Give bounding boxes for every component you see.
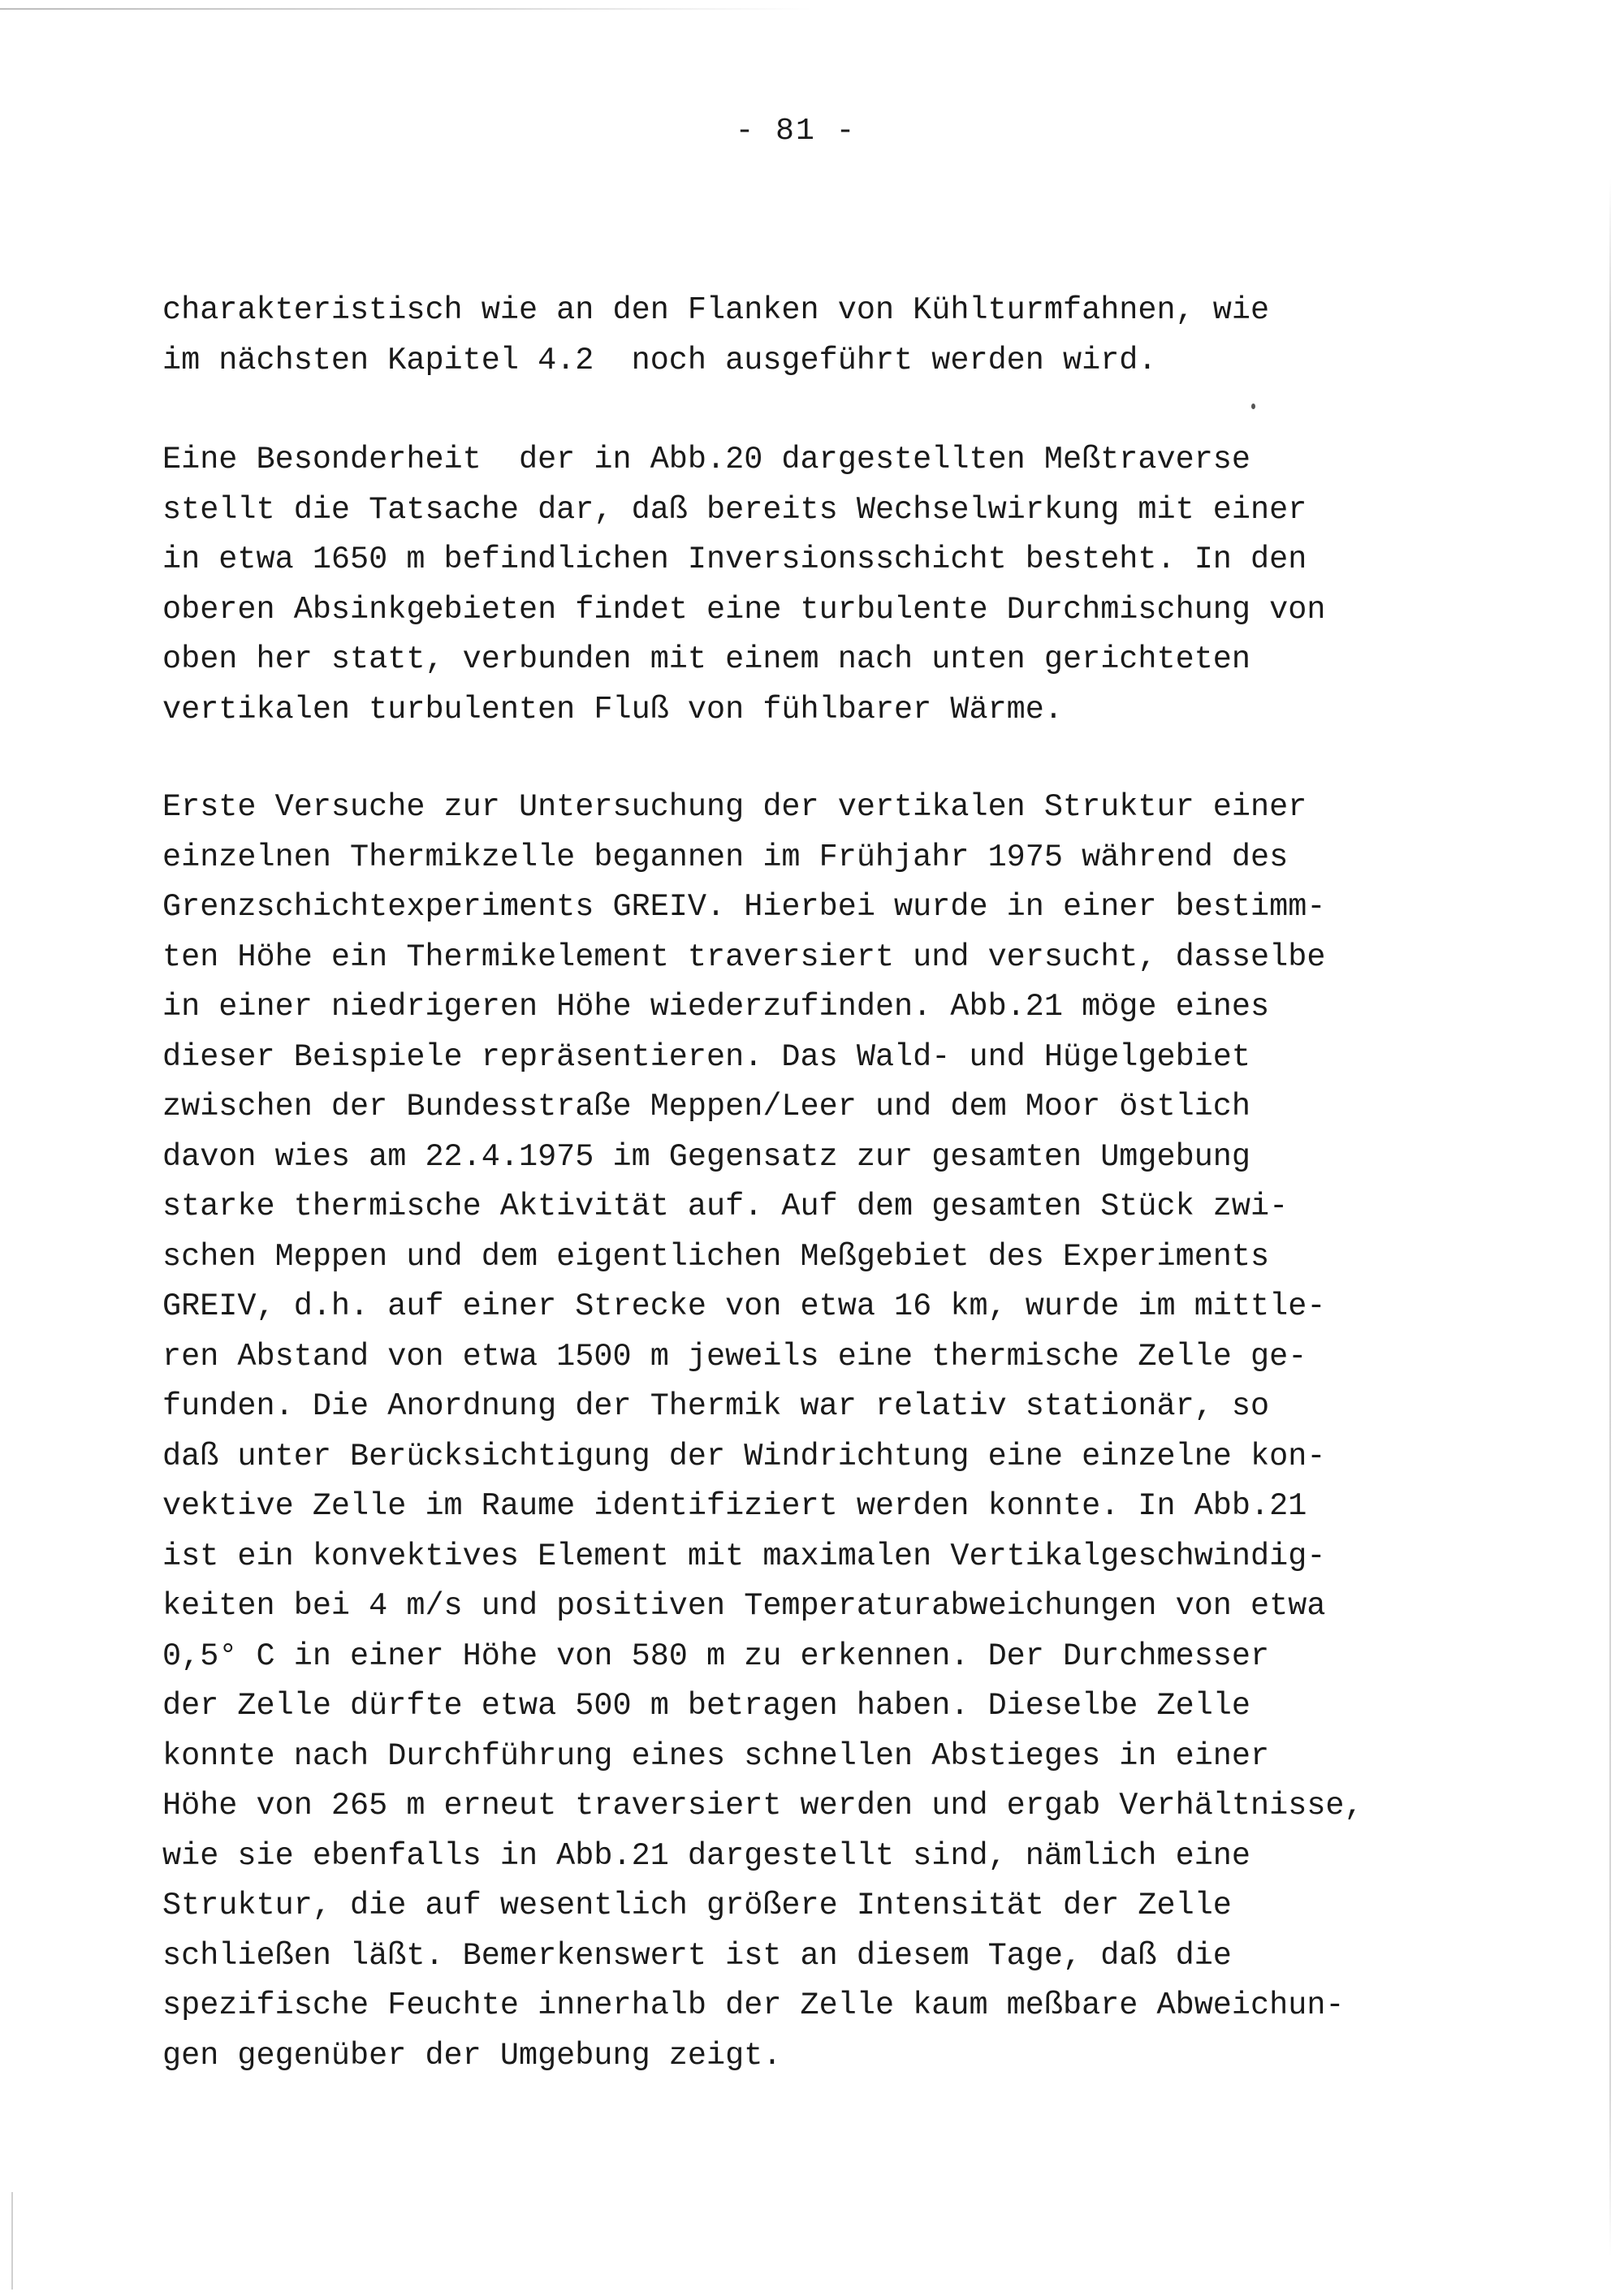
text-line: in einer niedrigeren Höhe wiederzufinden. Abb.21 möge eines [162, 989, 1270, 1025]
text-line: funden. Die Anordnung der Thermik war relativ stationär, so [162, 1388, 1270, 1424]
text-line: Erste Versuche zur Untersuchung der vertikalen Struktur einer [162, 789, 1307, 825]
text-line: 0,5° C in einer Höhe von 580 m zu erkennen. Der Durchmesser [162, 1638, 1270, 1674]
text-line: zwischen der Bundesstraße Meppen/Leer und dem Moor östlich [162, 1089, 1251, 1124]
scan-speck [1251, 404, 1255, 409]
text-line: der Zelle dürfte etwa 500 m betragen haben. Dieselbe Zelle [162, 1688, 1251, 1724]
text-line: Höhe von 265 m erneut traversiert werden und ergab Verhältnisse, [162, 1788, 1363, 1823]
text-line: im nächsten Kapitel 4.2 noch ausgeführt werden wird. [162, 342, 1157, 378]
paragraph-2 [162, 435, 1429, 735]
text-line: davon wies am 22.4.1975 im Gegensatz zur gesamten Umgebung [162, 1138, 1251, 1175]
text-line: konnte nach Durchführung eines schnellen Abstieges in einer [162, 1737, 1270, 1774]
text-line: in etwa 1650 m befindlichen Inversionsschicht besteht. In den [162, 542, 1307, 577]
text-line: oberen Absinkgebieten findet eine turbulente Durchmischung von [162, 591, 1326, 628]
text-line: oben her statt, verbunden mit einem nach unten gerichteten [162, 641, 1251, 677]
scan-edge-top [0, 8, 812, 10]
text-line: GREIV, d.h. auf einer Strecke von etwa 16 km, wurde im mittle- [162, 1288, 1326, 1324]
text-line: starke thermische Aktivität auf. Auf dem gesamten Stück zwi- [162, 1189, 1289, 1224]
scan-edge-left [11, 2192, 13, 2290]
text-line: schen Meppen und dem eigentlichen Meßgebiet des Experiments [162, 1238, 1270, 1275]
page-number: - 81 - [735, 114, 857, 149]
text-line: Eine Besonderheit der in Abb.20 dargestellten Meßtraverse [162, 442, 1251, 477]
text-line: charakteristisch wie an den Flanken von Kühlturmfahnen, wie [162, 292, 1270, 328]
text-line: daß unter Berücksichtigung der Windrichtung eine einzelne kon- [162, 1438, 1326, 1474]
text-line: gen gegenüber der Umgebung zeigt. [162, 2037, 782, 2074]
text-line: vektive Zelle im Raume identifiziert werden konnte. In Abb.21 [162, 1488, 1307, 1524]
text-line: ten Höhe ein Thermikelement traversiert und versucht, dasselbe [162, 939, 1326, 975]
text-line: Grenzschichtexperiments GREIV. Hierbei wurde in einer bestimm- [162, 889, 1326, 925]
text-line: spezifische Feuchte innerhalb der Zelle kaum meßbare Abweichun- [162, 1987, 1345, 2023]
text-line: ist ein konvektives Element mit maximalen Vertikalgeschwindig- [162, 1538, 1326, 1574]
text-line: einzelnen Thermikzelle begannen im Frühjahr 1975 während des [162, 839, 1289, 875]
text-line: wie sie ebenfalls in Abb.21 dargestellt sind, nämlich eine [162, 1837, 1251, 1874]
text-line: dieser Beispiele repräsentieren. Das Wald- und Hügelgebiet [162, 1038, 1251, 1075]
text-line: ren Abstand von etwa 1500 m jeweils eine thermische Zelle ge- [162, 1338, 1307, 1375]
paragraph-1 [162, 286, 1429, 386]
text-line: stellt die Tatsache dar, daß bereits Wechselwirkung mit einer [162, 491, 1307, 528]
text-line: vertikalen turbulenten Fluß von fühlbarer Wärme. [162, 691, 1063, 727]
scan-edge-right [1609, 179, 1611, 2257]
text-line: keiten bei 4 m/s und positiven Temperaturabweichungen von etwa [162, 1588, 1326, 1624]
text-line: schließen läßt. Bemerkenswert ist an diesem Tage, daß die [162, 1937, 1232, 1974]
paragraph-3 [162, 783, 1429, 2081]
text-line: Struktur, die auf wesentlich größere Intensität der Zelle [162, 1888, 1232, 1923]
